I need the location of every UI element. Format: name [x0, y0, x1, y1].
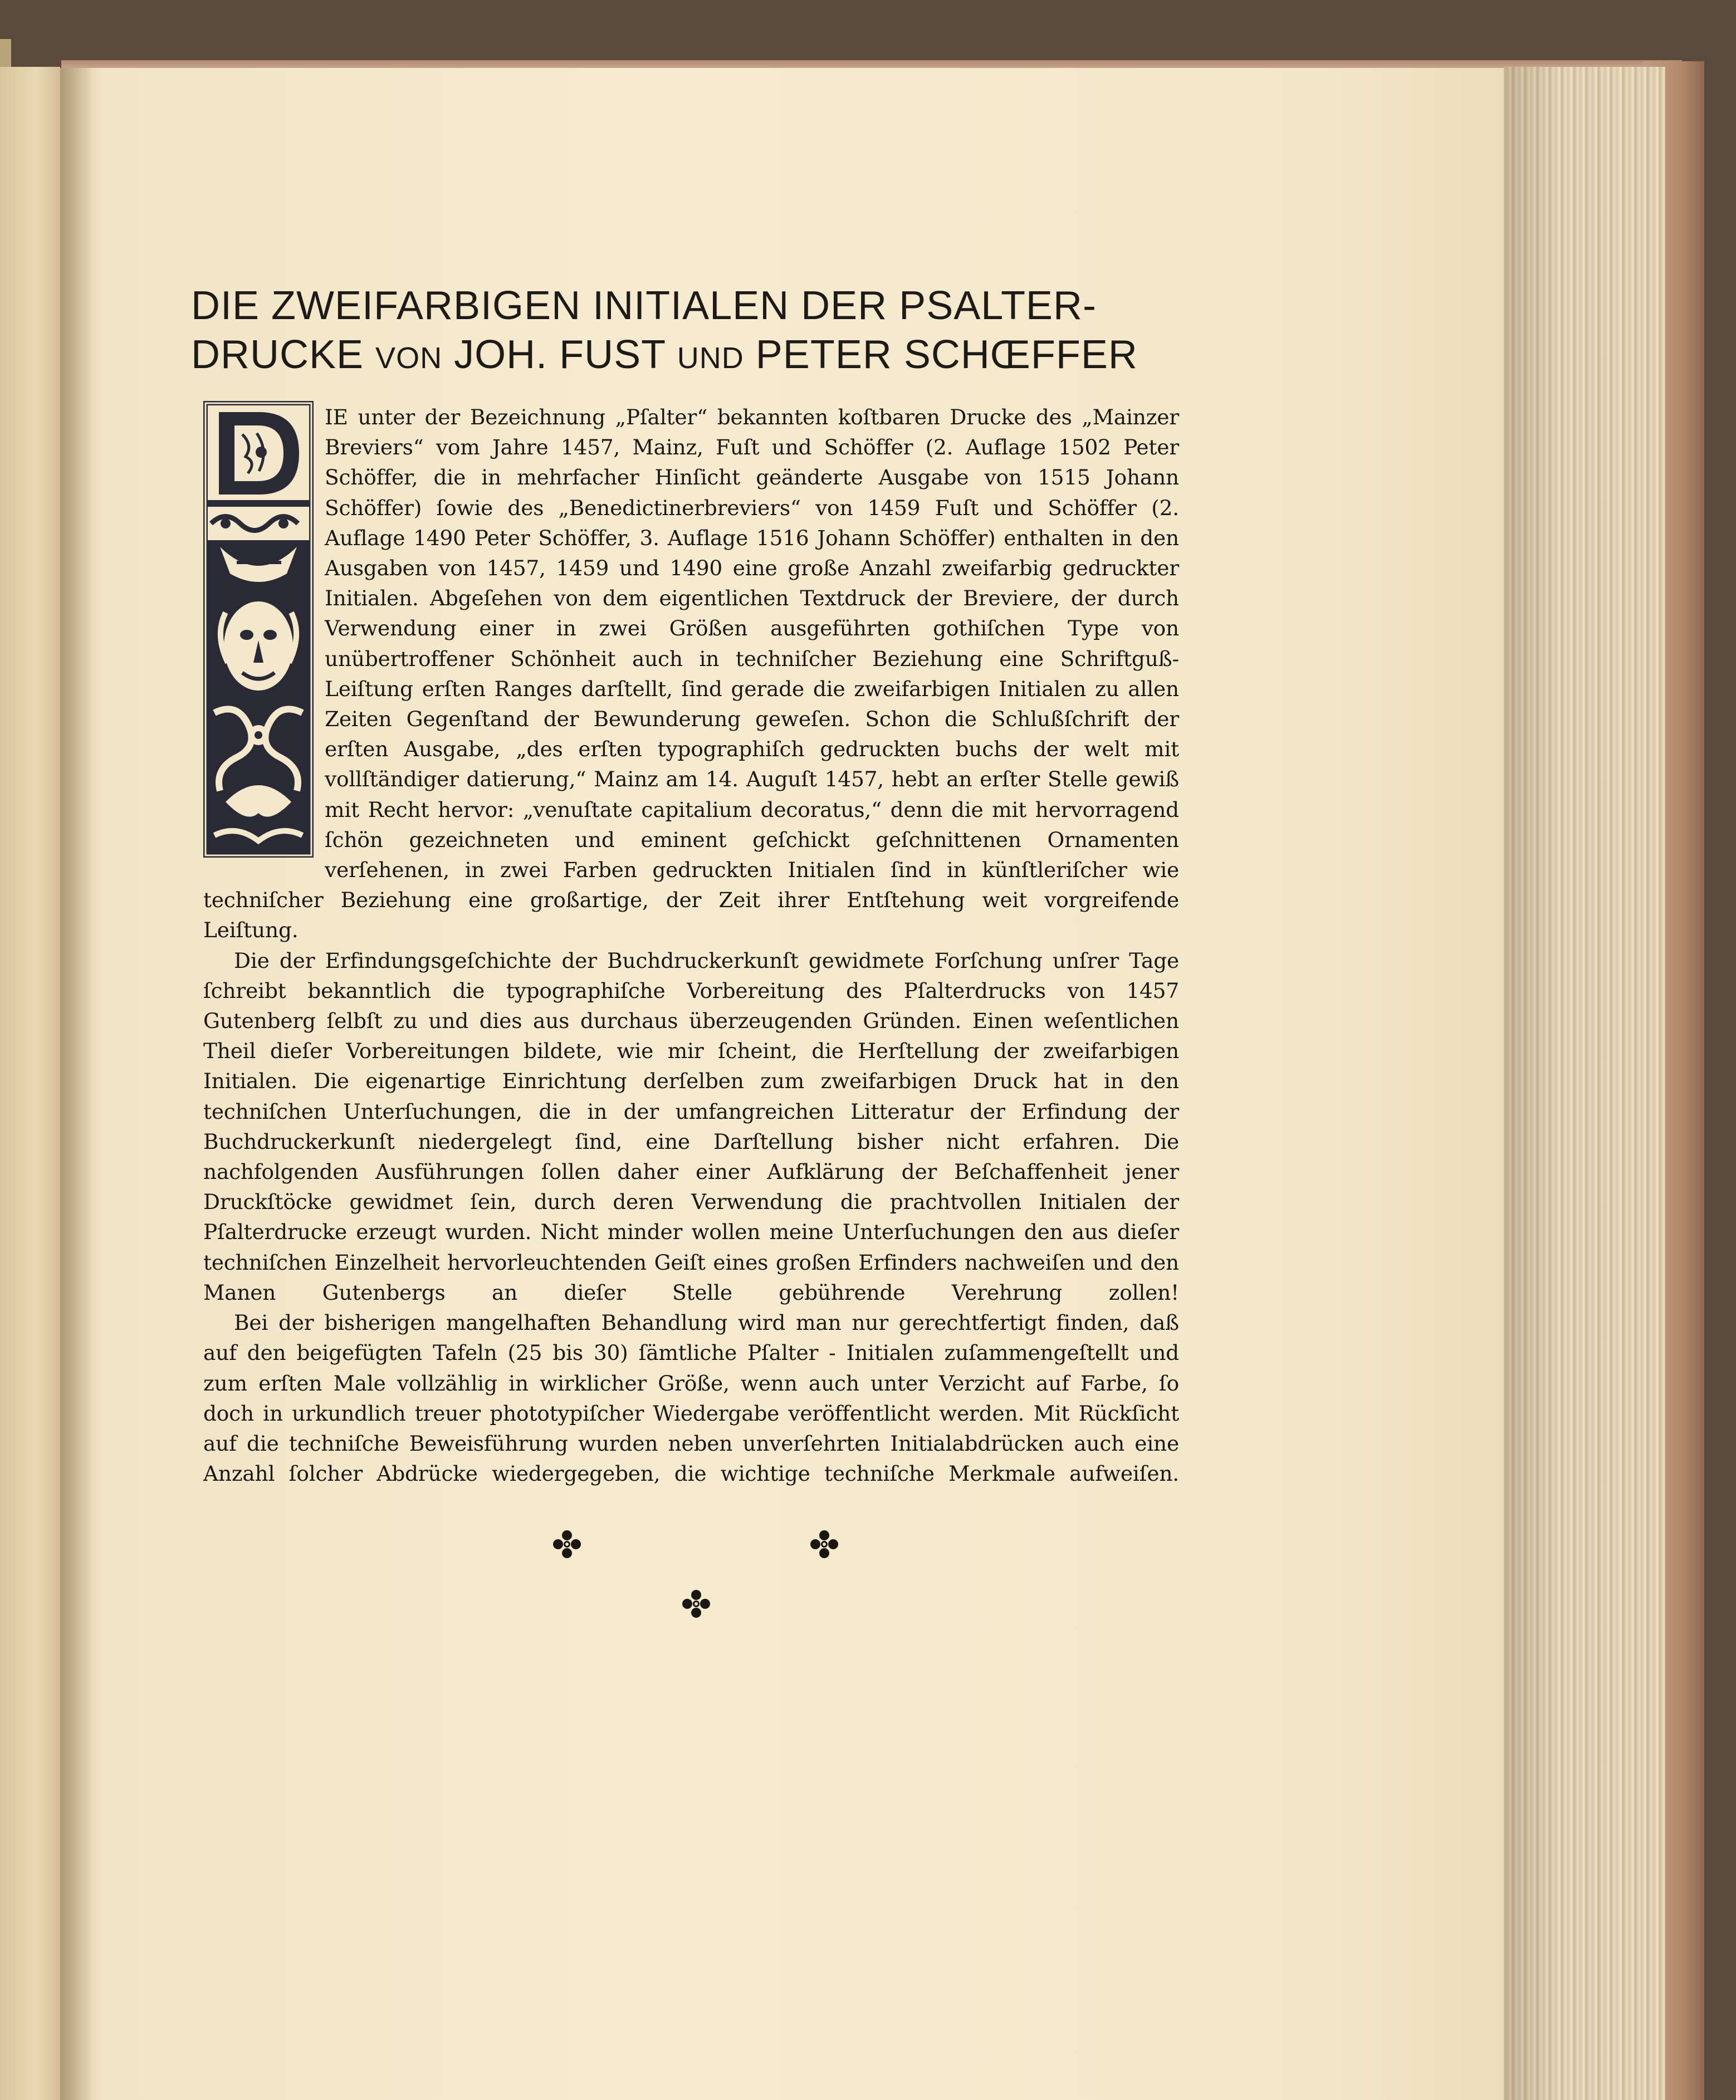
page-edges-shade — [1504, 67, 1559, 2100]
title-line-2 — [191, 330, 1188, 383]
fleuron-icon — [551, 1529, 583, 1560]
paragraph-3: Bei der bisherigen mangelhaften Behandlung wird man nur gerechtfertigt finden, daß auf den beigefügten Tafeln (25 bis 30) ſämtliche Pſalter - Initialen zuſammengeſtellt und zum erſten Male vollzählig in wirklicher Größe, wenn auch unter Verzicht auf Farbe, ſo doch in urkundlich treuer phototypiſcher Wiedergabe veröffentlicht werden. Mit Rückſicht auf die techniſche Beweisführung wurden neben unverſehrten Initialabdrücken auch eine Anzahl ſolcher Abdrücke wiedergegeben, die wichtige techniſche Merkmale aufweiſen. — [203, 1310, 1179, 1486]
gutter-shadow — [60, 68, 94, 2100]
body-text — [203, 402, 1179, 1489]
title-text-2d: UND — [677, 341, 744, 375]
page-title — [191, 281, 1188, 383]
title-text-2c: JOH. FUST — [442, 332, 677, 377]
title-text-1: DIE ZWEIFARBIGEN INITIALEN DER PSALTER- — [191, 283, 1097, 328]
paragraph-1: IE unter der Bezeichnung „Pſalter“ bekannten koſtbaren Drucke des „Mainzer Breviers“ vom Jahre 1457, Mainz, Fuſt und Schöffer (2. Auflage 1502 Peter Schöffer, die in mehrfacher Hinſicht geänderte Ausgabe von 1515 Johann Schöffer) ſowie des „Benedictinerbreviers“ von 1459 Fuſt und Schöffer (2. Auflage 1490 Peter Schöffer, 3. Auflage 1516 Johann Schöffer) enthalten in den Ausgaben von 1457, 1459 und 1490 eine große Anzahl zweifarbig gedruckter Initialen. Abgeſehen von dem eigentlichen Textdruck der Breviere, der durch Verwendung einer in zwei Größen ausgeführten gothiſchen Type von unübertroffener Schönheit auch in techniſcher Beziehung eine Schriftguß-Leiſtung erſten Ranges darſtellt, ſind gerade die zweifarbigen Initialen zu allen Zeiten Gegenſtand der Bewunderung geweſen. Schon die Schlußſchrift der erſten Ausgabe, „des erſten typographiſch gedruckten buchs der welt mit vollſtändiger datierung,“ Mainz am 14. Auguſt 1457, hebt an erſter Stelle gewiß mit Recht hervor: „venuſtate capitalium decoratus,“ denn die mit hervorragend ſchön gezeichneten und eminent geſchickt geſchnittenen Ornamenten verſehenen, in zwei Farben gedruckten Initialen ſind in künſtleriſcher wie techniſcher Beziehung eine großartige, der Zeit ihrer Entſtehung weit vorgreifende Leiſtung. — [203, 405, 1179, 943]
paragraph-2: Die der Erfindungsgeſchichte der Buchdruckerkunſt gewidmete Forſchung unſrer Tage ſchreibt bekanntlich die typographiſche Vorbereitung des Pſalterdrucks von 1457 Gutenberg ſelbſt zu und dies aus durchaus überzeugenden Gründen. Einen weſentlichen Theil dieſer Vorbereitungen bildete, wie mir ſcheint, die Herſtellung der zweifarbigen Initialen. Die eigenartige Einrichtung derſelben zum zweifarbigen Druck hat in den techniſchen Unterſuchungen, die in der umfangreichen Litteratur der Erfindung der Buchdruckerkunſt niedergelegt ſind, eine Darſtellung bisher nicht erfahren. Die nachfolgenden Ausführungen ſollen daher einer Aufklärung der Beſchaffenheit jener Druckſtöcke gewidmet ſein, durch deren Verwendung die prachtvollen Initialen der Pſalterdrucke erzeugt wurden. Nicht minder wollen meine Unterſuchungen den aus dieſer techniſchen Einzelheit hervorleuchtenden Geiſt eines großen Erfinders nachweiſen und den Manen Gutenbergs an dieſer Stelle gebührende Verehrung zollen! — [203, 948, 1179, 1305]
fleuron-icon — [681, 1588, 712, 1619]
title-text-2a: DRUCKE — [191, 332, 376, 377]
fleuron-icon — [809, 1529, 840, 1560]
left-page-edge — [0, 67, 60, 2100]
title-text-2b: VON — [375, 341, 443, 375]
dropcap-spacer — [203, 403, 320, 855]
title-line-1 — [191, 281, 1188, 330]
title-text-2e: PETER SCHŒFFER — [744, 332, 1138, 377]
